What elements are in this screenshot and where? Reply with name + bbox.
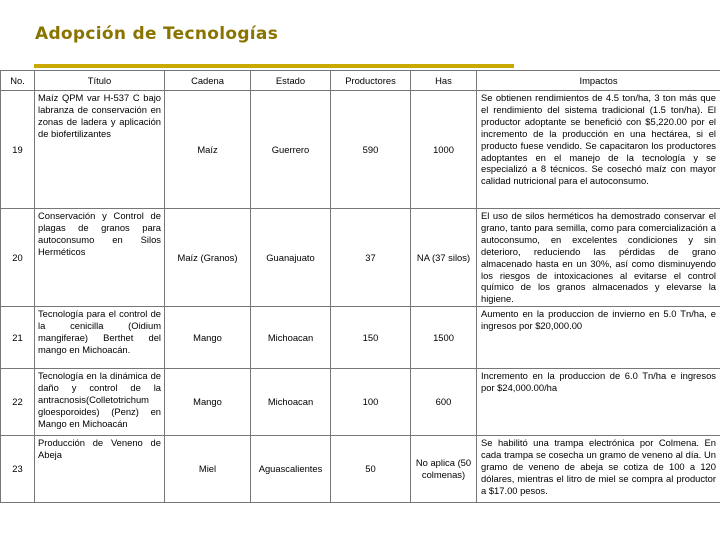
cell-estado: Guanajuato [251, 209, 331, 307]
cell-titulo: Tecnología para el control de la cenicilla (Oidium mangiferae) Berthet del mango en Michoacán. [35, 307, 165, 369]
table-header-row [1, 71, 720, 91]
cell-productores: 50 [331, 436, 411, 503]
cell-has: 1500 [411, 307, 477, 369]
header-no: No. [1, 71, 35, 91]
cell-productores: 100 [331, 369, 411, 436]
header-estado: Estado [251, 71, 331, 91]
cell-impactos: Se obtienen rendimientos de 4.5 ton/ha, 3 ton más que el rendimiento del sistema tradicional (1.5 ton/ha). El productor adoptante se benefició con $5,220.00 por el incremento de la producción en una hectárea, si el producto fuese vendido. Se capacitaron los productores adoptantes en el manejo de la tecnología y se especializó a 8 técnicos. Se cosechó maíz con mayor calidad nutricional para el autoconsumo. [477, 91, 720, 209]
cell-estado: Aguascalientes [251, 436, 331, 503]
cell-no: 23 [1, 436, 35, 503]
table-row [1, 369, 720, 436]
table-row [1, 436, 720, 503]
cell-productores: 590 [331, 91, 411, 209]
cell-impactos: Se habilitó una trampa electrónica por Colmena. En cada trampa se cosecha un gramo de veneno al día. Un gramo de veneno de abeja se cotiza de 100 a 120 dólares, mientras el litro de miel se compra al productor a $17.00 pesos. [477, 436, 720, 503]
technology-adoption-table [0, 70, 720, 503]
cell-estado: Michoacan [251, 307, 331, 369]
cell-estado: Guerrero [251, 91, 331, 209]
table-row [1, 209, 720, 307]
cell-titulo: Producción de Veneno de Abeja [35, 436, 165, 503]
cell-impactos: Aumento en la produccion de invierno en 5.0 Tn/ha, e ingresos por $20,000.00 [477, 307, 720, 369]
cell-cadena: Maíz (Granos) [165, 209, 251, 307]
cell-productores: 37 [331, 209, 411, 307]
header-productores: Productores [331, 71, 411, 91]
cell-cadena: Miel [165, 436, 251, 503]
cell-titulo: Maíz QPM var H-537 C bajo labranza de conservación en zonas de ladera y aplicación de biofertilizantes [35, 91, 165, 209]
cell-no: 21 [1, 307, 35, 369]
page-title: Adopción de Tecnologías [35, 24, 279, 44]
cell-has: NA (37 silos) [411, 209, 477, 307]
header-impactos: Impactos [477, 71, 720, 91]
cell-cadena: Mango [165, 369, 251, 436]
cell-no: 20 [1, 209, 35, 307]
cell-cadena: Mango [165, 307, 251, 369]
cell-impactos: Incremento en la produccion de 6.0 Tn/ha e ingresos por $24,000.00/ha [477, 369, 720, 436]
cell-cadena: Maíz [165, 91, 251, 209]
cell-no: 22 [1, 369, 35, 436]
table-row [1, 307, 720, 369]
title-underline-bar [34, 64, 514, 68]
cell-titulo: Tecnología en la dinámica de daño y control de la antracnosis(Colletotrichum gloesporoides) (Penz) en Mango en Michoacán [35, 369, 165, 436]
header-has: Has [411, 71, 477, 91]
cell-has: 600 [411, 369, 477, 436]
cell-estado: Michoacan [251, 369, 331, 436]
cell-impactos: El uso de silos herméticos ha demostrado conservar el grano, tanto para semilla, como para comercialización a autoconsumo, en excelentes condiciones y sin deterioro, reduciendo las pérdidas de grano almacenado hasta en un 30%, así como disminuyendo los riesgos de intoxicaciones al evitarse el control químico de los granos almacenados y elevarse la higiene. [477, 209, 720, 307]
cell-has: 1000 [411, 91, 477, 209]
header-cadena: Cadena [165, 71, 251, 91]
cell-productores: 150 [331, 307, 411, 369]
cell-has: No aplica (50 colmenas) [411, 436, 477, 503]
table-row [1, 91, 720, 209]
cell-no: 19 [1, 91, 35, 209]
cell-titulo: Conservación y Control de plagas de granos para autoconsumo en Silos Herméticos [35, 209, 165, 307]
header-titulo: Título [35, 71, 165, 91]
